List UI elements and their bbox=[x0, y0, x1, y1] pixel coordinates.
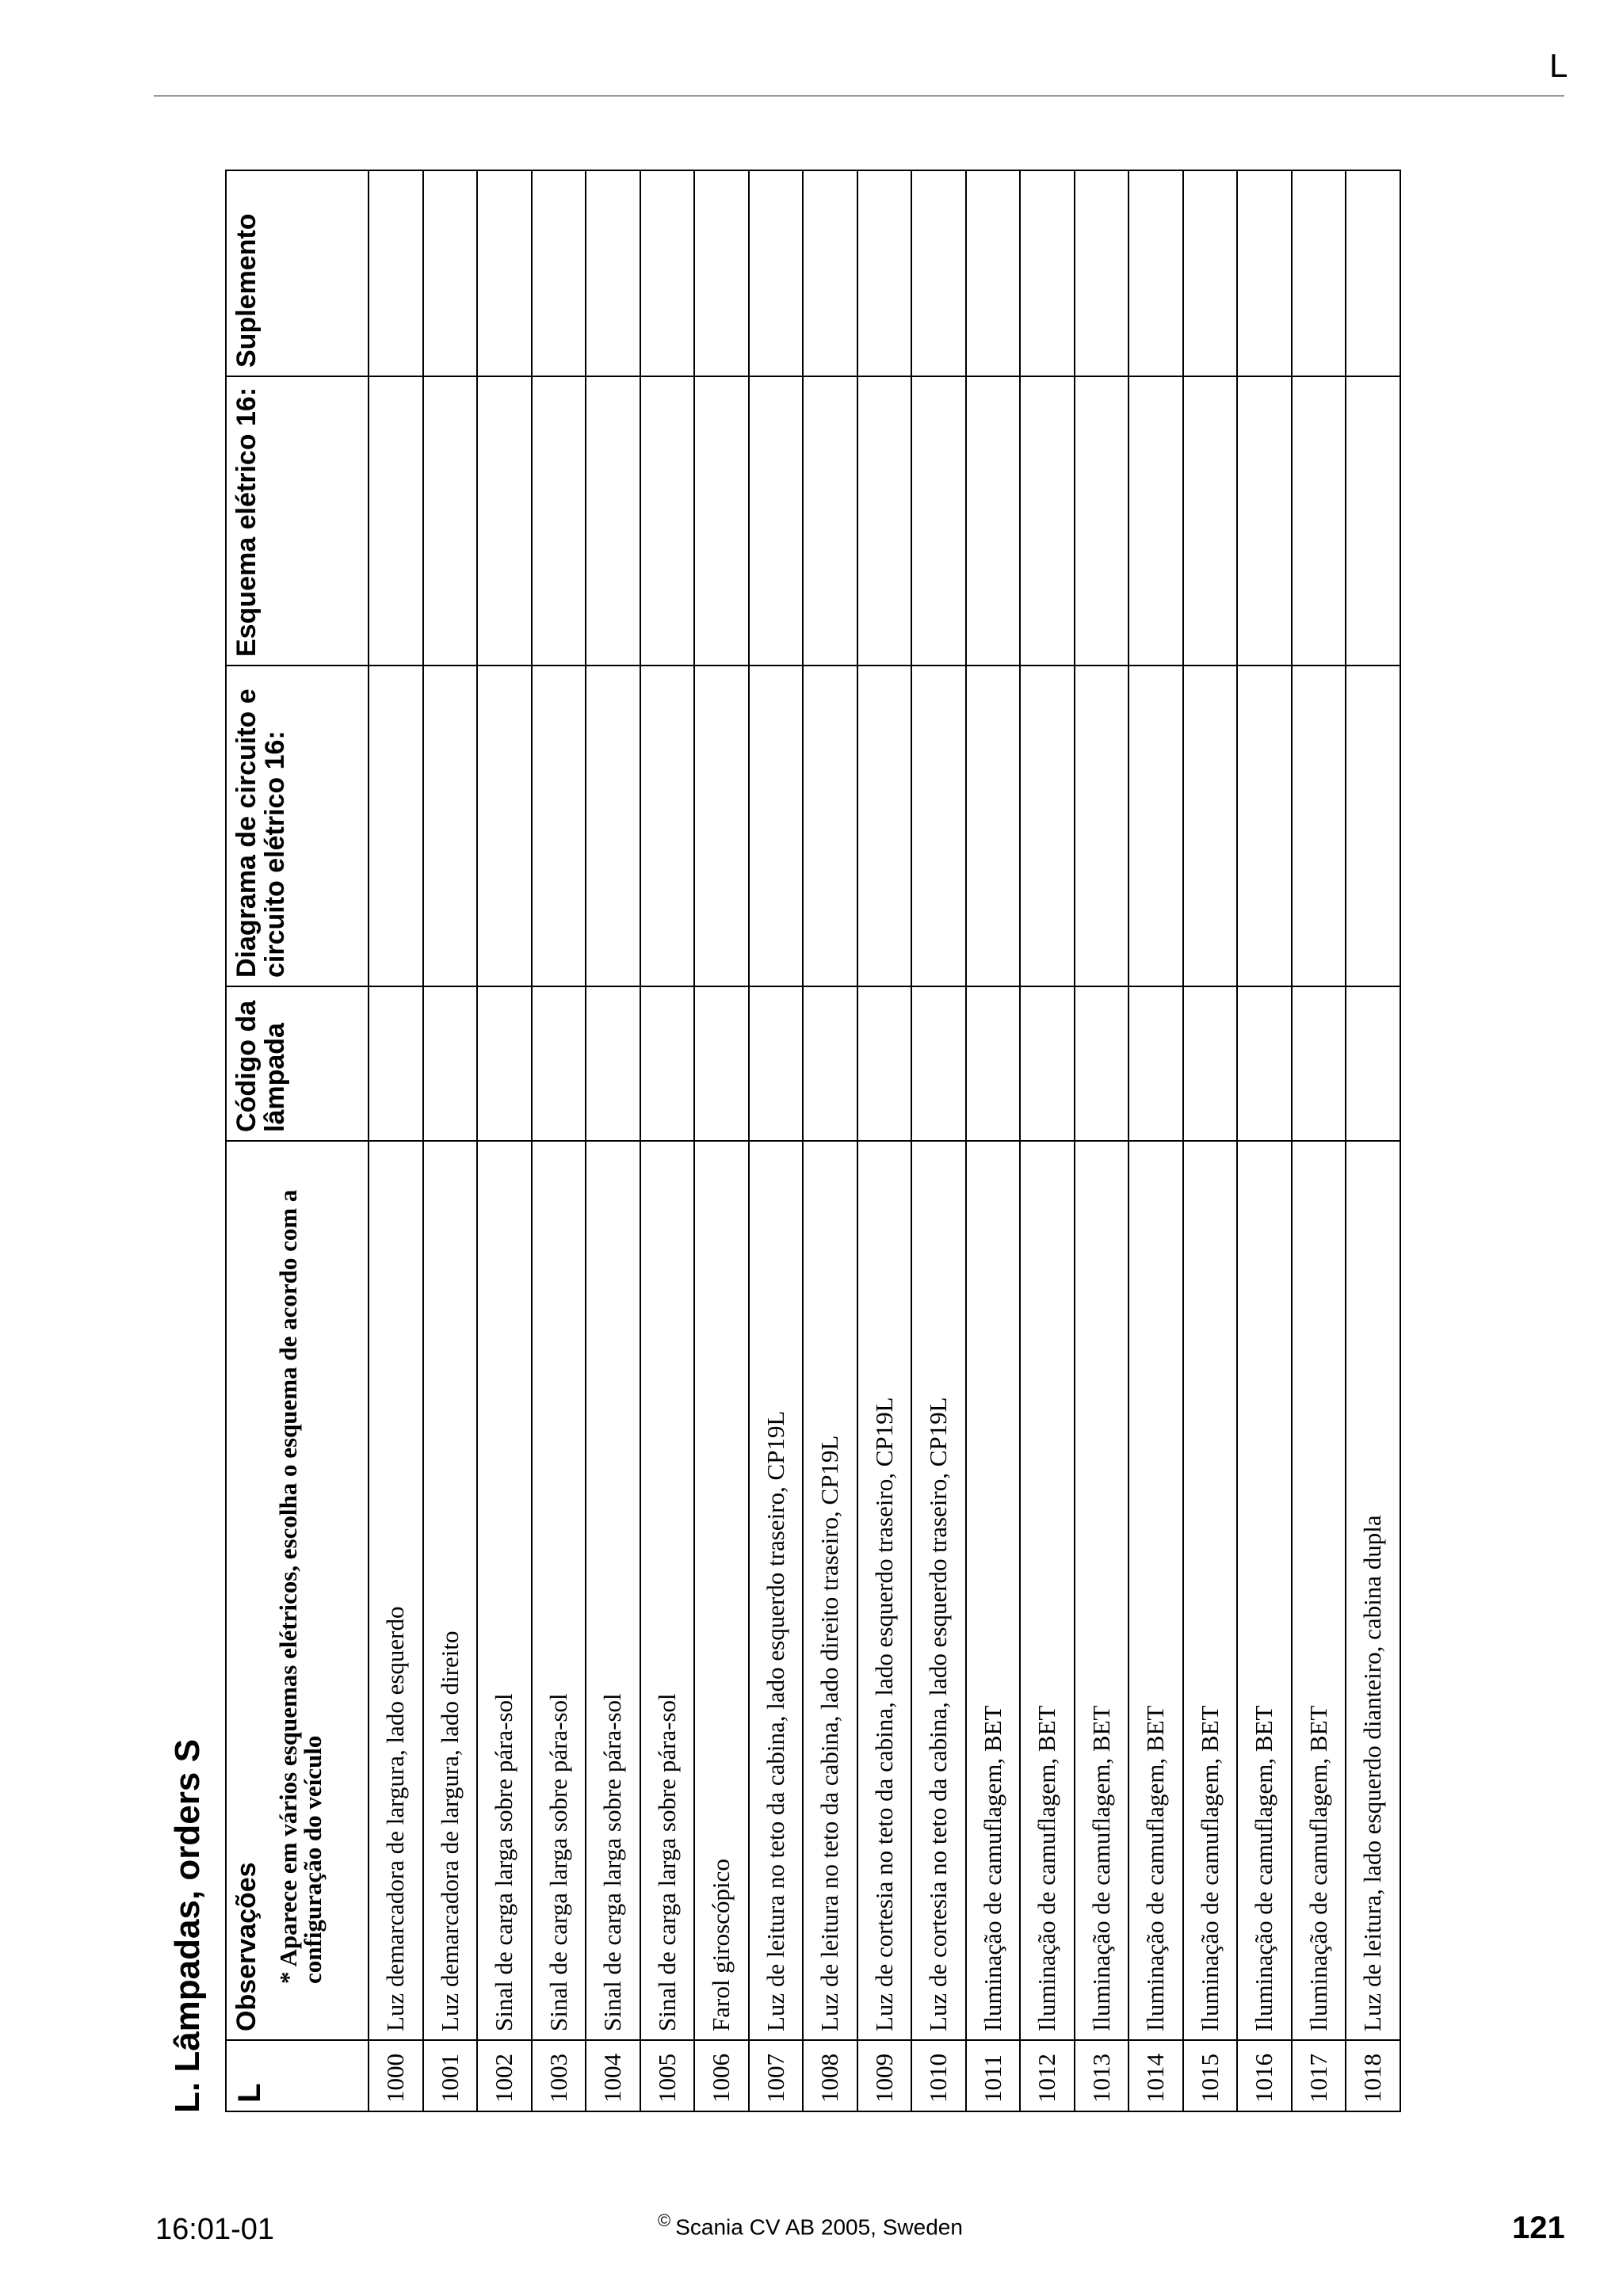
cell-codigo bbox=[423, 986, 478, 1141]
cell-l: 1008 bbox=[803, 2040, 857, 2111]
table-row bbox=[1075, 170, 1129, 2111]
cell-esquema bbox=[857, 376, 912, 666]
cell-esquema bbox=[423, 376, 478, 666]
cell-l: 1003 bbox=[532, 2040, 586, 2111]
cell-diagrama bbox=[1128, 666, 1183, 986]
cell-suplemento bbox=[1292, 170, 1346, 376]
cell-esquema bbox=[694, 376, 749, 666]
cell-esquema bbox=[586, 376, 640, 666]
cell-suplemento bbox=[911, 170, 966, 376]
cell-esquema bbox=[749, 376, 804, 666]
column-header-diagrama: Diagrama de circuito e circuito elétrico 16: bbox=[226, 666, 369, 986]
cell-observacoes: Sinal de carga larga sobre pára-sol bbox=[477, 1141, 532, 2040]
cell-diagrama bbox=[1237, 666, 1292, 986]
table-row bbox=[532, 170, 586, 2111]
observacoes-note: * Aparece em vários esquemas elétricos, escolha o esquema de acordo com a configuração do veículo bbox=[273, 1189, 327, 1984]
table-row bbox=[1237, 170, 1292, 2111]
section-title: L. Lâmpadas, orders S bbox=[168, 1739, 207, 2113]
cell-observacoes: Iluminação de camuflagem, BET bbox=[966, 1141, 1021, 2040]
cell-suplemento bbox=[1075, 170, 1129, 376]
cell-observacoes: Sinal de carga larga sobre pára-sol bbox=[640, 1141, 695, 2040]
cell-suplemento bbox=[369, 170, 423, 376]
cell-l: 1004 bbox=[586, 2040, 640, 2111]
cell-observacoes: Luz de cortesia no teto da cabina, lado esquerdo traseiro, CP19L bbox=[857, 1141, 912, 2040]
table-row bbox=[966, 170, 1021, 2111]
cell-suplemento bbox=[532, 170, 586, 376]
table-row bbox=[911, 170, 966, 2111]
cell-diagrama bbox=[1020, 666, 1075, 986]
cell-diagrama bbox=[423, 666, 478, 986]
cell-l: 1001 bbox=[423, 2040, 478, 2111]
cell-suplemento bbox=[423, 170, 478, 376]
cell-observacoes: Iluminação de camuflagem, BET bbox=[1020, 1141, 1075, 2040]
cell-suplemento bbox=[857, 170, 912, 376]
cell-codigo bbox=[1020, 986, 1075, 1141]
doc-code: 16:01-01 bbox=[155, 2213, 275, 2246]
cell-diagrama bbox=[803, 666, 857, 986]
cell-observacoes: Sinal de carga larga sobre pára-sol bbox=[586, 1141, 640, 2040]
cell-esquema bbox=[369, 376, 423, 666]
cell-esquema bbox=[966, 376, 1021, 666]
column-header-suplemento: Suplemento bbox=[226, 170, 369, 376]
cell-suplemento bbox=[1237, 170, 1292, 376]
cell-l: 1000 bbox=[369, 2040, 423, 2111]
rotated-content bbox=[158, 17, 1623, 2127]
cell-esquema bbox=[1292, 376, 1346, 666]
cell-l: 1002 bbox=[477, 2040, 532, 2111]
cell-esquema bbox=[911, 376, 966, 666]
table-header-row bbox=[226, 170, 369, 2111]
cell-observacoes: Farol giroscópico bbox=[694, 1141, 749, 2040]
cell-esquema bbox=[1128, 376, 1183, 666]
cell-diagrama bbox=[532, 666, 586, 986]
observacoes-title: Observações bbox=[231, 1862, 262, 2031]
copyright-symbol: © bbox=[658, 2210, 671, 2230]
column-header-codigo: Código da lâmpada bbox=[226, 986, 369, 1141]
cell-codigo bbox=[966, 986, 1021, 1141]
cell-esquema bbox=[532, 376, 586, 666]
cell-codigo bbox=[911, 986, 966, 1141]
cell-l: 1010 bbox=[911, 2040, 966, 2111]
table-row bbox=[477, 170, 532, 2111]
section-letter: L bbox=[1549, 47, 1568, 84]
cell-observacoes: Luz demarcadora de largura, lado esquerdo bbox=[369, 1141, 423, 2040]
cell-observacoes: Luz de leitura no teto da cabina, lado direito traseiro, CP19L bbox=[803, 1141, 857, 2040]
cell-esquema bbox=[1183, 376, 1238, 666]
copyright-text: Scania CV AB 2005, Sweden bbox=[675, 2214, 963, 2240]
cell-l: 1013 bbox=[1075, 2040, 1129, 2111]
cell-l: 1017 bbox=[1292, 2040, 1346, 2111]
cell-l: 1009 bbox=[857, 2040, 912, 2111]
cell-diagrama bbox=[1346, 666, 1400, 986]
cell-esquema bbox=[803, 376, 857, 666]
column-header-observacoes bbox=[226, 1141, 369, 2040]
table-row bbox=[369, 170, 423, 2111]
table-row bbox=[749, 170, 804, 2111]
cell-esquema bbox=[477, 376, 532, 666]
table-row bbox=[423, 170, 478, 2111]
cell-codigo bbox=[1075, 986, 1129, 1141]
cell-suplemento bbox=[1346, 170, 1400, 376]
cell-l: 1007 bbox=[749, 2040, 804, 2111]
cell-observacoes: Iluminação de camuflagem, BET bbox=[1075, 1141, 1129, 2040]
cell-codigo bbox=[857, 986, 912, 1141]
cell-suplemento bbox=[1020, 170, 1075, 376]
cell-observacoes: Iluminação de camuflagem, BET bbox=[1128, 1141, 1183, 2040]
cell-codigo bbox=[749, 986, 804, 1141]
cell-codigo bbox=[1346, 986, 1400, 1141]
copyright bbox=[658, 2210, 963, 2240]
column-header-esquema: Esquema elétrico 16: bbox=[226, 376, 369, 666]
cell-l: 1018 bbox=[1346, 2040, 1400, 2111]
cell-suplemento bbox=[477, 170, 532, 376]
table-row bbox=[1020, 170, 1075, 2111]
cell-l: 1006 bbox=[694, 2040, 749, 2111]
cell-diagrama bbox=[1292, 666, 1346, 986]
cell-esquema bbox=[1075, 376, 1129, 666]
cell-l: 1005 bbox=[640, 2040, 695, 2111]
cell-diagrama bbox=[477, 666, 532, 986]
cell-codigo bbox=[1128, 986, 1183, 1141]
cell-diagrama bbox=[369, 666, 423, 986]
page-number: 121 bbox=[1512, 2210, 1565, 2245]
cell-codigo bbox=[477, 986, 532, 1141]
cell-observacoes: Luz demarcadora de largura, lado direito bbox=[423, 1141, 478, 2040]
cell-codigo bbox=[1183, 986, 1238, 1141]
cell-l: 1011 bbox=[966, 2040, 1021, 2111]
cell-l: 1015 bbox=[1183, 2040, 1238, 2111]
cell-diagrama bbox=[749, 666, 804, 986]
cell-esquema bbox=[1346, 376, 1400, 666]
cell-codigo bbox=[369, 986, 423, 1141]
cell-observacoes: Luz de cortesia no teto da cabina, lado esquerdo traseiro, CP19L bbox=[911, 1141, 966, 2040]
cell-codigo bbox=[532, 986, 586, 1141]
cell-suplemento bbox=[749, 170, 804, 376]
cell-diagrama bbox=[1075, 666, 1129, 986]
cell-l: 1014 bbox=[1128, 2040, 1183, 2111]
cell-observacoes: Iluminação de camuflagem, BET bbox=[1183, 1141, 1238, 2040]
table-row bbox=[1292, 170, 1346, 2111]
cell-codigo bbox=[803, 986, 857, 1141]
table-row bbox=[586, 170, 640, 2111]
cell-observacoes: Luz de leitura, lado esquerdo dianteiro, cabina dupla bbox=[1346, 1141, 1400, 2040]
table-row bbox=[803, 170, 857, 2111]
cell-codigo bbox=[1237, 986, 1292, 1141]
cell-codigo bbox=[586, 986, 640, 1141]
lamp-table-body bbox=[369, 170, 1400, 2111]
cell-observacoes: Luz de leitura no teto da cabina, lado esquerdo traseiro, CP19L bbox=[749, 1141, 804, 2040]
cell-suplemento bbox=[586, 170, 640, 376]
cell-codigo bbox=[694, 986, 749, 1141]
cell-esquema bbox=[1020, 376, 1075, 666]
cell-codigo bbox=[640, 986, 695, 1141]
table-row bbox=[640, 170, 695, 2111]
table-row bbox=[1128, 170, 1183, 2111]
cell-diagrama bbox=[694, 666, 749, 986]
cell-esquema bbox=[640, 376, 695, 666]
table-row bbox=[1346, 170, 1400, 2111]
cell-diagrama bbox=[857, 666, 912, 986]
cell-observacoes: Iluminação de camuflagem, BET bbox=[1237, 1141, 1292, 2040]
cell-diagrama bbox=[911, 666, 966, 986]
table-row bbox=[1183, 170, 1238, 2111]
cell-suplemento bbox=[966, 170, 1021, 376]
cell-suplemento bbox=[640, 170, 695, 376]
table-row bbox=[694, 170, 749, 2111]
cell-observacoes: Iluminação de camuflagem, BET bbox=[1292, 1141, 1346, 2040]
cell-diagrama bbox=[640, 666, 695, 986]
cell-suplemento bbox=[1128, 170, 1183, 376]
cell-diagrama bbox=[586, 666, 640, 986]
lamp-table bbox=[225, 170, 1401, 2112]
cell-l: 1012 bbox=[1020, 2040, 1075, 2111]
cell-l: 1016 bbox=[1237, 2040, 1292, 2111]
cell-suplemento bbox=[1183, 170, 1238, 376]
column-header-l: L bbox=[226, 2040, 369, 2111]
table-row bbox=[857, 170, 912, 2111]
cell-observacoes: Sinal de carga larga sobre pára-sol bbox=[532, 1141, 586, 2040]
cell-codigo bbox=[1292, 986, 1346, 1141]
cell-diagrama bbox=[1183, 666, 1238, 986]
cell-esquema bbox=[1237, 376, 1292, 666]
cell-diagrama bbox=[966, 666, 1021, 986]
cell-suplemento bbox=[803, 170, 857, 376]
cell-suplemento bbox=[694, 170, 749, 376]
